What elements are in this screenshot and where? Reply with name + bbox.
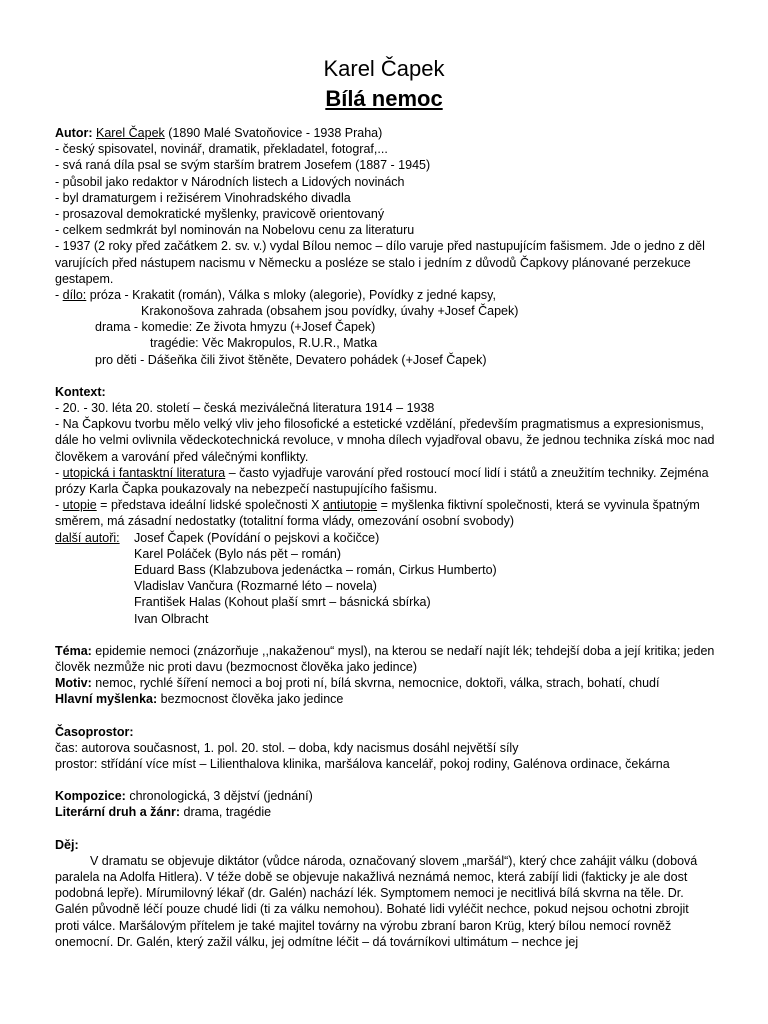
- other-author: Vladislav Vančura (Rozmarné léto – novela): [134, 579, 377, 594]
- chronotope-time: čas: autorova současnost, 1. pol. 20. stol. – doba, kdy nacismus dosáhl největší síly: [55, 740, 519, 755]
- author-dates: (1890 Malé Svatoňovice - 1938 Praha): [164, 126, 383, 140]
- other-author: Karel Poláček (Bylo nás pět – román): [134, 546, 342, 561]
- context-period: - 20. - 30. léta 20. století – česká meziválečná literatura 1914 – 1938: [55, 401, 435, 416]
- author-fact: - byl dramaturgem i režisérem Vinohradského divadla: [55, 190, 351, 205]
- context-heading: Kontext:: [55, 384, 106, 399]
- composition-line: Kompozice: chronologická, 3 dějství (jednání): [55, 789, 313, 804]
- utopie-label: utopie: [62, 498, 97, 513]
- composition-label: Kompozice:: [55, 789, 126, 804]
- author-name: Karel Čapek: [95, 126, 165, 140]
- utopian-label: utopická i fantasktní literatura: [62, 465, 226, 480]
- antiutopie-label: antiutopie: [322, 498, 378, 513]
- context-utopie-definition: - utopie = představa ideální lidské společnosti X antiutopie = myšlenka fiktivní společnosti, která se vyvinula špatným směrem, má zásadní nedostatky (totalitní forma vlády, omezování osobní svobody): [55, 498, 700, 529]
- theme-label: Téma:: [55, 643, 92, 658]
- plot-paragraph: V dramatu se objevuje diktátor (vůdce národa, označovaný slovem „maršál“), který chce zahájit válku (dobová paralela na Adolfa Hitlera). V téže době se objevuje nakažlivá neznámá nemoc, která zabíjí lidi (fakticky je ale dost podobná lepře). Mírumilovný lékař (dr. Galén) nachází lék. Symptomem nemoci je necitlivá bílá skvrna na těle. Dr. Galén původně léčí pouze chudé lidi (ti za válku nemohou). Bohaté lidi vyléčit nechce, pokud nejsou ochotni zbrojit proti válce. Maršálovým přítelem je také majitel továrny na výrobu zbraní baron Krüg, který bílou nemocí rovněž onemocní. Dr. Galén, který zažil válku, jej odmítne léčit – dá továrníkovi ultimátum – nechce jej: [55, 853, 698, 949]
- author-heading-line: [55, 125, 715, 141]
- author-fact: - celkem sedmkrát byl nominován na Nobelovu cenu za literaturu: [55, 223, 415, 238]
- other-author: František Halas (Kohout plaší smrt – básnická sbírka): [134, 595, 431, 610]
- author-label: Autor:: [55, 126, 93, 140]
- theme-line: Téma: epidemie nemoci (znázorňuje ,,nakaženou“ mysl), na kterou se nedaří najít lék; tehdejší doba a její kritika; jeden člověk nezmůže nic proti davu (bezmocnost člověka jako jedince): [55, 643, 715, 674]
- main-idea-line: Hlavní myšlenka: bezmocnost člověka jako jedince: [55, 692, 344, 707]
- works-children: pro děti - Dášeňka čili život štěněte, Devatero pohádek (+Josef Čapek): [95, 352, 487, 367]
- other-author: Eduard Bass (Klabzubova jedenáctka – román, Cirkus Humberto): [134, 563, 497, 578]
- works-prose-line: - dílo: próza - Krakatit (román), Válka s mloky (alegorie), Povídky z jedné kapsy,: [55, 287, 496, 302]
- context-influences: - Na Čapkovu tvorbu mělo velký vliv jeho filosofické a estetické vzdělání, především pragmatismus a expresionismus, dále ho velmi ovlivnila vědeckotechnická revoluce, v mnoha dílech vyjadřoval obavu, že jednou technika získá moc nad člověkem a varování před válečnými konflikty.: [55, 417, 715, 464]
- works-prose-continued: Krakonošova zahrada (obsahem jsou povídky, úvahy +Josef Čapek): [141, 304, 519, 319]
- document-title: Karel Čapek: [323, 56, 445, 81]
- motif-label: Motiv:: [55, 676, 92, 691]
- chronotope-place: prostor: střídání více míst – Lilienthalova klinika, maršálova kancelář, pokoj rodiny, Galénova ordinace, čekárna: [55, 756, 670, 771]
- other-authors-row: [55, 530, 715, 546]
- document-subtitle: Bílá nemoc: [325, 86, 443, 111]
- genre-label: Literární druh a žánr:: [55, 805, 181, 820]
- other-author: Ivan Olbracht: [134, 611, 209, 626]
- works-label: dílo:: [62, 287, 87, 302]
- author-fact: - 1937 (2 roky před začátkem 2. sv. v.) vydal Bílou nemoc – dílo varuje před nastupujícím fašismem. Jde o jedno z děl varujících před nástupem nacismu v Německu a posléze se stalo i jedním z důvodů Čapkovy plánované perzekuce gestapem.: [55, 239, 705, 286]
- genre-line: Literární druh a žánr: drama, tragédie: [55, 805, 272, 820]
- context-utopian-literature: - utopická i fantasktní literatura – často vyjadřuje varování před rostoucí mocí lidí i států a zneužitím techniky. Zejména prózy Karla Čapka poukazovaly na nebezpečí nastupujícího fašismu.: [55, 465, 709, 497]
- plot-heading: Děj:: [55, 837, 79, 852]
- author-fact: - český spisovatel, novinář, dramatik, překladatel, fotograf,...: [55, 142, 388, 157]
- other-author: Josef Čapek (Povídání o pejskovi a kočičce): [134, 530, 380, 545]
- author-fact: - svá raná díla psal se svým starším bratrem Josefem (1887 - 1945): [55, 158, 431, 173]
- other-authors-label: další autoři:: [55, 530, 120, 545]
- works-tragedy: tragédie: Věc Makropulos, R.U.R., Matka: [150, 336, 378, 351]
- works-prose: próza - Krakatit (román), Válka s mloky (alegorie), Povídky z jedné kapsy,: [86, 287, 496, 302]
- chronotope-heading: Časoprostor:: [55, 724, 134, 739]
- author-fact: - působil jako redaktor v Národních listech a Lidových novinách: [55, 174, 405, 189]
- main-idea-label: Hlavní myšlenka:: [55, 692, 158, 707]
- author-fact: - prosazoval demokratické myšlenky, pravicově orientovaný: [55, 206, 385, 221]
- document-body: [55, 125, 715, 950]
- works-drama: drama - komedie: Ze života hmyzu (+Josef Čapek): [95, 320, 376, 335]
- motif-line: Motiv: nemoc, rychlé šíření nemoci a boj proti ní, bílá skvrna, nemocnice, doktoři, válka, strach, bohatí, chudí: [55, 676, 660, 691]
